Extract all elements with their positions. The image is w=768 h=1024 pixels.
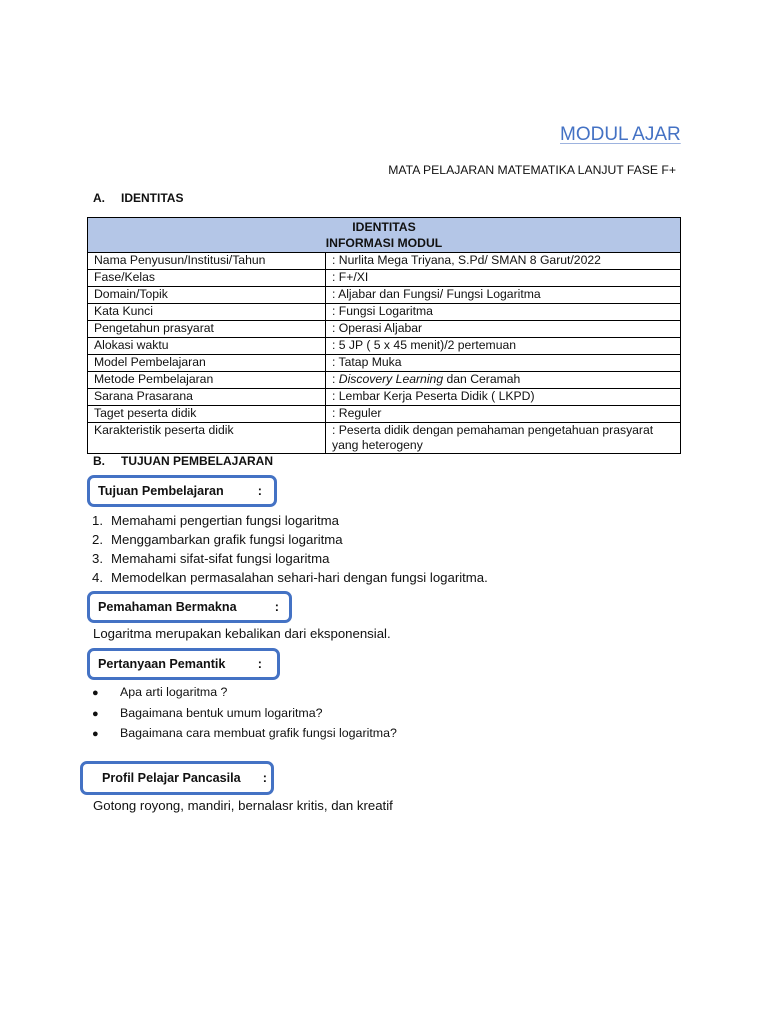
section-b-letter: B. xyxy=(93,454,105,468)
row-value: : 5 JP ( 5 x 45 menit)/2 pertemuan xyxy=(326,338,681,355)
table-row xyxy=(88,423,681,454)
list-text: Bagaimana bentuk umum logaritma? xyxy=(120,705,323,720)
row-value: : Operasi Aljabar xyxy=(326,321,681,338)
tujuan-label: Tujuan Pembelajaran xyxy=(98,484,224,498)
profil-colon: : xyxy=(262,771,267,785)
identity-header-line1: IDENTITAS xyxy=(352,220,416,234)
section-a-heading xyxy=(93,191,183,205)
section-b-heading xyxy=(93,454,273,468)
row-value xyxy=(326,372,681,389)
profil-text: Gotong royong, mandiri, bernalasr kritis, dan kreatif xyxy=(93,798,393,813)
list-text: Bagaimana cara membuat grafik fungsi logaritma? xyxy=(120,726,397,740)
row-value: : Lembar Kerja Peserta Didik ( LKPD) xyxy=(326,389,681,406)
list-number: 2. xyxy=(92,532,103,547)
pertanyaan-list xyxy=(92,683,397,745)
pertanyaan-colon: : xyxy=(257,657,262,671)
list-item xyxy=(92,549,488,568)
table-row xyxy=(88,253,681,270)
row-label: Pengetahun prasyarat xyxy=(88,321,326,338)
list-number: 4. xyxy=(92,570,103,585)
bullet-icon: ● xyxy=(92,707,99,720)
document-subtitle: MATA PELAJARAN MATEMATIKA LANJUT FASE F+ xyxy=(388,163,676,177)
row-label: Nama Penyusun/Institusi/Tahun xyxy=(88,253,326,270)
row-label: Karakteristik peserta didik xyxy=(88,423,326,454)
list-item xyxy=(92,724,397,745)
pertanyaan-pemantik-box xyxy=(87,648,280,680)
row-label: Metode Pembelajaran xyxy=(88,372,326,389)
list-item xyxy=(92,704,397,725)
list-item xyxy=(92,683,397,704)
row-value: : Peserta didik dengan pemahaman pengetahuan prasyarat yang heterogeny xyxy=(326,423,681,454)
profil-pelajar-box xyxy=(80,761,274,795)
list-text: Apa arti logaritma ? xyxy=(120,685,228,699)
identity-table-header xyxy=(88,218,681,253)
row-value: : F+/XI xyxy=(326,270,681,287)
tujuan-list xyxy=(92,511,488,587)
row-value: : Aljabar dan Fungsi/ Fungsi Logaritma xyxy=(326,287,681,304)
row-label: Taget peserta didik xyxy=(88,406,326,423)
bullet-icon: ● xyxy=(92,687,99,699)
table-row xyxy=(88,287,681,304)
bullet-icon: ● xyxy=(92,728,99,740)
pemahaman-label: Pemahaman Bermakna xyxy=(98,600,237,614)
identity-header-line2: INFORMASI MODUL xyxy=(325,236,443,250)
table-row xyxy=(88,355,681,372)
list-number: 3. xyxy=(92,551,103,566)
tujuan-colon: : xyxy=(257,484,262,498)
row-label: Alokasi waktu xyxy=(88,338,326,355)
identity-table xyxy=(87,217,681,454)
table-row xyxy=(88,406,681,423)
row-value-italic: Discovery Learning xyxy=(338,372,444,386)
pemahaman-bermakna-box xyxy=(87,591,292,623)
list-number: 1. xyxy=(92,513,103,528)
document-title: MODUL AJAR xyxy=(560,124,681,145)
section-a-title: IDENTITAS xyxy=(121,191,184,205)
tujuan-pembelajaran-box xyxy=(87,475,277,507)
list-item xyxy=(92,511,488,530)
table-row xyxy=(88,321,681,338)
pemahaman-text: Logaritma merupakan kebalikan dari eksponensial. xyxy=(93,626,391,641)
list-item xyxy=(92,530,488,549)
section-b-title: TUJUAN PEMBELAJARAN xyxy=(121,454,274,468)
row-label: Kata Kunci xyxy=(88,304,326,321)
list-item xyxy=(92,568,488,587)
row-value-prefix: : xyxy=(332,372,339,386)
table-row xyxy=(88,389,681,406)
table-row xyxy=(88,372,681,389)
list-text: Memahami pengertian fungsi logaritma xyxy=(111,513,339,528)
profil-label: Profil Pelajar Pancasila xyxy=(102,771,241,785)
table-row xyxy=(88,338,681,355)
row-value: : Fungsi Logaritma xyxy=(326,304,681,321)
section-a-letter: A. xyxy=(93,191,105,205)
row-value: : Tatap Muka xyxy=(326,355,681,372)
table-row xyxy=(88,270,681,287)
row-label: Sarana Prasarana xyxy=(88,389,326,406)
row-value-suffix: dan Ceramah xyxy=(443,372,521,386)
row-label: Domain/Topik xyxy=(88,287,326,304)
list-text: Menggambarkan grafik fungsi logaritma xyxy=(111,532,343,547)
list-text: Memodelkan permasalahan sehari-hari dengan fungsi logaritma. xyxy=(111,570,488,585)
pertanyaan-label: Pertanyaan Pemantik xyxy=(98,657,226,671)
row-label: Fase/Kelas xyxy=(88,270,326,287)
pemahaman-colon: : xyxy=(274,600,279,614)
identity-table-header-cell xyxy=(88,218,681,253)
list-text: Memahami sifat-sifat fungsi logaritma xyxy=(111,551,330,566)
table-row xyxy=(88,304,681,321)
row-label: Model Pembelajaran xyxy=(88,355,326,372)
row-value: : Nurlita Mega Triyana, S.Pd/ SMAN 8 Garut/2022 xyxy=(326,253,681,270)
row-value: : Reguler xyxy=(326,406,681,423)
